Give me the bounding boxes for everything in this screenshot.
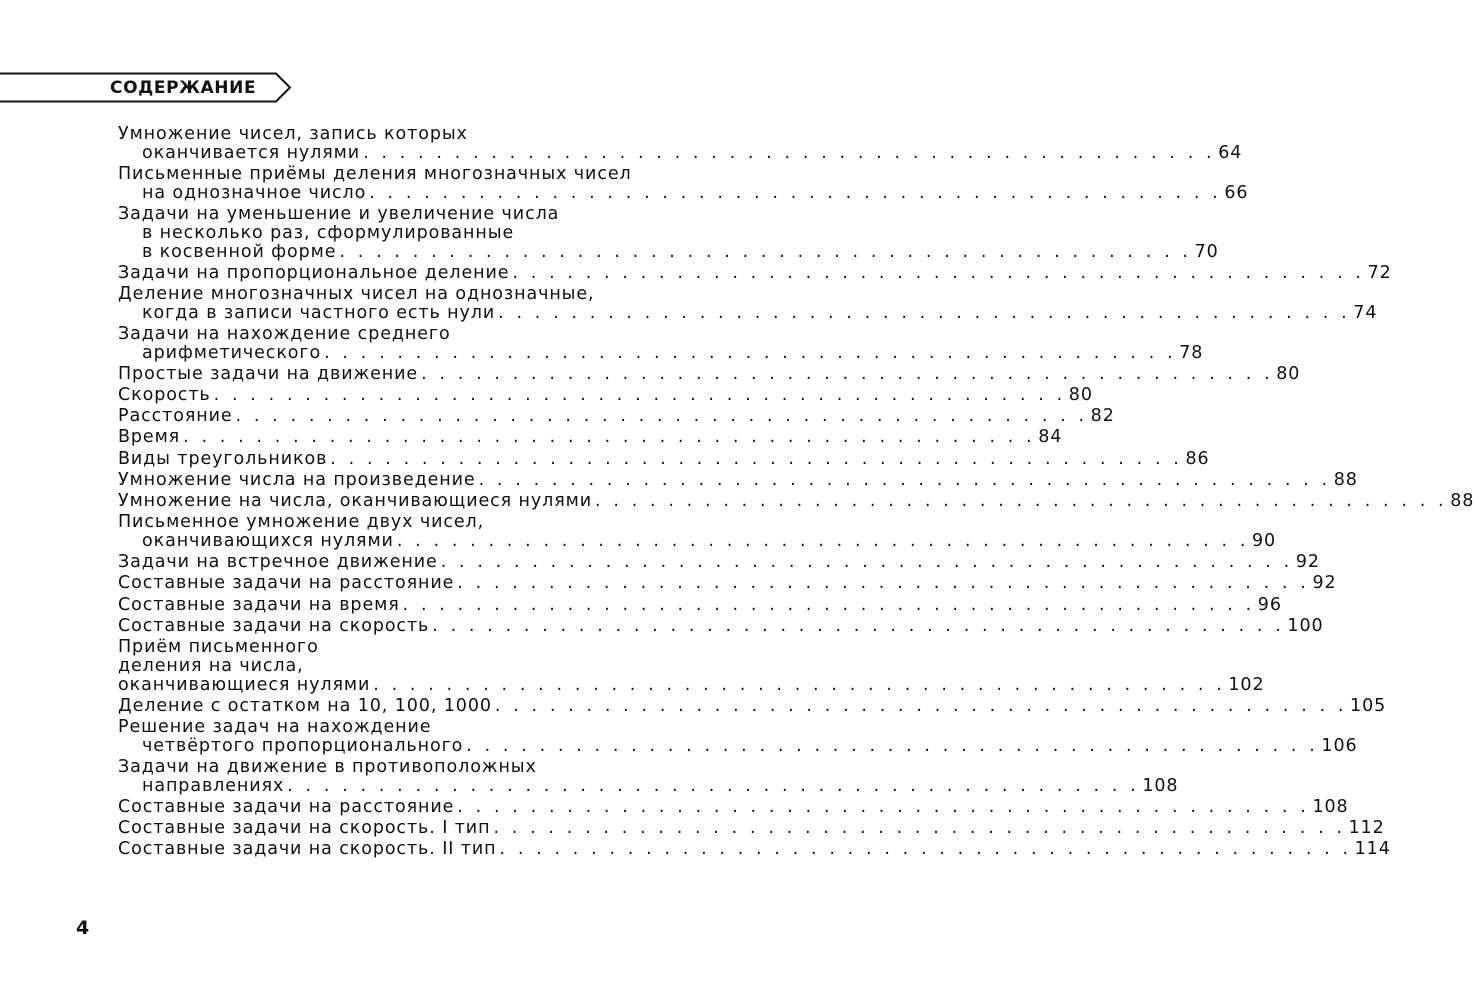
toc-entry — [118, 756, 1179, 796]
toc-page-number: 64 — [1218, 142, 1243, 163]
toc-entry-title: Составные задачи на скорость. I тип — [118, 818, 491, 839]
toc-entry-title: Умножение числа на произведение — [118, 469, 476, 490]
toc-entry-line — [118, 182, 1249, 203]
toc-entry-title: в несколько раз, сформулированные — [142, 222, 515, 243]
toc-entry — [118, 573, 1337, 594]
toc-entry-line — [118, 818, 1385, 839]
toc-entry — [118, 323, 1204, 363]
toc-entry-line — [118, 142, 1243, 163]
toc-entry-line — [118, 125, 712, 144]
toc-entry-line — [118, 775, 1179, 796]
toc-entry-line — [118, 657, 712, 676]
toc-entry — [118, 448, 1210, 469]
toc-leader-dots: . . . . . . . . . . . . . . . . . . . . . . . . . . . . . . . . . . . . . . . . . . . . . . . — [421, 363, 1274, 384]
toc-entry-line — [118, 695, 1387, 716]
toc-entry-title: Составные задачи на расстояние — [118, 573, 455, 594]
toc-entry-title: Задачи на встречное движение — [118, 552, 438, 573]
toc-entry-title: Задачи на нахождение среднего — [118, 323, 451, 344]
toc-page-number: 92 — [1312, 573, 1337, 594]
toc-entry-line — [118, 406, 1115, 427]
toc-entry-title: Скорость — [118, 385, 211, 406]
toc-entry-title: Время — [118, 427, 181, 448]
toc-entry-title: Умножение чисел, запись которых — [118, 124, 468, 144]
toc-entry-line — [118, 241, 1219, 262]
toc-entry-title: Составные задачи на время — [118, 594, 400, 615]
toc-entry-line — [118, 205, 712, 224]
toc-entry — [118, 363, 1301, 384]
section-title: СОДЕРЖАНИЕ — [110, 78, 257, 98]
toc-entry-line — [118, 427, 1063, 448]
toc-page-number: 92 — [1295, 552, 1320, 573]
toc-entry-title: Расстояние — [118, 406, 233, 427]
toc-entry-line — [118, 385, 1093, 406]
toc-page-number: 108 — [1312, 796, 1349, 817]
toc-entry-title: Письменное умножение двух чисел, — [118, 512, 485, 533]
toc-entry-title: Приём письменного — [118, 636, 319, 657]
toc-page-number: 96 — [1257, 594, 1282, 615]
toc-entry-title: оканчивающиеся нулями — [118, 674, 371, 695]
toc-entry-line — [118, 448, 1210, 469]
toc-leader-dots: . . . . . . . . . . . . . . . . . . . . . . . . . . . . . . . . . . . . . . . . . . . . . . . — [512, 262, 1365, 283]
toc-leader-dots: . . . . . . . . . . . . . . . . . . . . . . . . . . . . . . . . . . . . . . . . . . . . . . . — [457, 796, 1310, 817]
toc-entry-title: четвёртого пропорционального — [142, 735, 464, 756]
toc-entry — [118, 406, 1115, 427]
toc-entry-line — [118, 615, 1324, 636]
toc-entry-line — [118, 302, 1378, 323]
toc-leader-dots: . . . . . . . . . . . . . . . . . . . . . . . . . . . . . . . . . . . . . . . . . . . . . . . — [330, 448, 1183, 469]
toc-entry — [118, 552, 1320, 573]
toc-page-number: 102 — [1228, 674, 1265, 695]
toc-entry-title: Деление с остатком на 10, 100, 1000 — [118, 695, 492, 716]
toc-entry — [118, 839, 1391, 860]
toc-entry-line — [118, 513, 712, 532]
toc-entry-title: в косвенной форме — [142, 241, 337, 262]
toc-leader-dots: . . . . . . . . . . . . . . . . . . . . . . . . . . . . . . . . . . . . . . . . . . . . . . . — [432, 615, 1285, 636]
toc-entry-title: Деление многозначных чисел на однозначные, — [118, 283, 595, 304]
toc-page-number: 100 — [1287, 615, 1324, 636]
toc-leader-dots: . . . . . . . . . . . . . . . . . . . . . . . . . . . . . . . . . . . . . . . . . . . . . . . — [369, 182, 1222, 203]
toc-entry-title: Составные задачи на скорость. II тип — [118, 839, 497, 860]
toc-entry-title: когда в записи частного есть нули — [142, 302, 496, 323]
toc-entry-title: Виды треугольников — [118, 448, 328, 469]
toc-entry-title: на однозначное число — [142, 182, 367, 203]
toc-entry-title: Задачи на уменьшение и увеличение числа — [118, 203, 560, 224]
toc-page-number: 78 — [1179, 342, 1204, 363]
toc-entry — [118, 796, 1349, 817]
toc-entry — [118, 385, 1093, 406]
toc-leader-dots: . . . . . . . . . . . . . . . . . . . . . . . . . . . . . . . . . . . . . . . . . . . . . . . — [440, 552, 1293, 573]
toc-entry-title: оканчивающихся нулями — [142, 531, 394, 552]
toc-page-number: 106 — [1321, 735, 1358, 756]
toc-leader-dots: . . . . . . . . . . . . . . . . . . . . . . . . . . . . . . . . . . . . . . . . . . . . . . . — [339, 241, 1192, 262]
toc-entry — [118, 818, 1385, 839]
toc-entry — [118, 427, 1063, 448]
toc-page-number: 72 — [1367, 262, 1392, 283]
toc-entry-line — [118, 839, 1391, 860]
toc-page-number: 70 — [1194, 241, 1219, 262]
toc-page-number: 114 — [1354, 839, 1391, 860]
toc-leader-dots: . . . . . . . . . . . . . . . . . . . . . . . . . . . . . . . . . . . . . . . . . . . . . . . — [213, 385, 1066, 406]
toc-entry-line — [118, 594, 1282, 615]
toc-entry-title: Задачи на пропорциональное деление — [118, 262, 510, 283]
toc-entry-title: Умножение на числа, оканчивающиеся нулями — [118, 491, 593, 512]
toc-entry-title: Письменные приёмы деления многозначных чисел — [118, 163, 632, 184]
toc-entry-line — [118, 552, 1320, 573]
toc-page-number: 88 — [1450, 491, 1474, 512]
toc-entry — [118, 163, 1249, 203]
toc-entry-title: направлениях — [142, 775, 285, 796]
toc-page-number: 86 — [1185, 448, 1210, 469]
toc-entry-line — [118, 638, 712, 657]
toc-entry-line — [118, 285, 712, 304]
toc-entry — [118, 716, 1358, 756]
toc-leader-dots: . . . . . . . . . . . . . . . . . . . . . . . . . . . . . . . . . . . . . . . . . . . . . . . — [493, 818, 1346, 839]
toc-entry-line — [118, 531, 1277, 552]
toc-entry-title: деления на числа, — [118, 655, 304, 676]
toc-leader-dots: . . . . . . . . . . . . . . . . . . . . . . . . . . . . . . . . . . . . . . . . . . . . . . . — [373, 674, 1226, 695]
toc-leader-dots: . . . . . . . . . . . . . . . . . . . . . . . . . . . . . . . . . . . . . . . . . . . . . . . — [183, 427, 1036, 448]
toc-entry-line — [118, 325, 712, 344]
toc-entry-line — [118, 262, 1392, 283]
toc-leader-dots: . . . . . . . . . . . . . . . . . . . . . . . . . . . . . . . . . . . . . . . . . . . . . . . — [478, 469, 1331, 490]
toc-page-number: 90 — [1251, 531, 1277, 552]
toc-leader-dots: . . . . . . . . . . . . . . . . . . . . . . . . . . . . . . . . . . . . . . . . . . . . . . . — [494, 695, 1348, 716]
toc-leader-dots: . . . . . . . . . . . . . . . . . . . . . . . . . . . . . . . . . . . . . . . . . . . . . . . — [287, 775, 1140, 796]
toc-page-number: 112 — [1348, 818, 1385, 839]
toc-page-number: 74 — [1353, 302, 1378, 323]
toc-entry — [118, 695, 1387, 716]
toc-entry-line — [118, 165, 712, 184]
toc-leader-dots: . . . . . . . . . . . . . . . . . . . . . . . . . . . . . . . . . . . . . . . . . . . . . . . — [324, 342, 1177, 363]
toc-entry-line — [118, 573, 1337, 594]
page-number: 4 — [76, 917, 90, 939]
toc-leader-dots: . . . . . . . . . . . . . . . . . . . . . . . . . . . . . . . . . . . . . . . . . . . . . . . — [402, 594, 1255, 615]
toc-leader-dots: . . . . . . . . . . . . . . . . . . . . . . . . . . . . . . . . . . . . . . . . . . . . . . . — [499, 839, 1352, 860]
toc-entry-line — [118, 363, 1301, 384]
toc-leader-dots: . . . . . . . . . . . . . . . . . . . . . . . . . . . . . . . . . . . . . . . . . . . . . . . — [396, 531, 1249, 552]
toc-entry-title: Составные задачи на расстояние — [118, 796, 455, 817]
toc-page-number: 108 — [1142, 775, 1179, 796]
toc-entry-line — [118, 491, 1474, 512]
toc-entry — [118, 469, 1358, 490]
toc-entry-title: Задачи на движение в противоположных — [118, 756, 537, 777]
toc-page-number: 82 — [1090, 406, 1115, 427]
toc-leader-dots: . . . . . . . . . . . . . . . . . . . . . . . . . . . . . . . . . . . . . . . . . . . . . . . — [235, 406, 1088, 427]
toc-entry — [118, 203, 1219, 262]
toc-page-number: 80 — [1068, 385, 1093, 406]
toc-entry-title: Простые задачи на движение — [118, 363, 419, 384]
toc-leader-dots: . . . . . . . . . . . . . . . . . . . . . . . . . . . . . . . . . . . . . . . . . . . . . . . — [595, 491, 1448, 512]
toc-entry — [118, 512, 1277, 552]
toc-leader-dots: . . . . . . . . . . . . . . . . . . . . . . . . . . . . . . . . . . . . . . . . . . . . . . . — [466, 735, 1319, 756]
toc-entry-line — [118, 469, 1358, 490]
toc-entry — [118, 124, 1243, 163]
toc-page-number: 80 — [1276, 363, 1301, 384]
toc-entry-line — [118, 342, 1204, 363]
toc-entry-line — [118, 718, 712, 737]
toc-entry — [118, 615, 1324, 636]
toc-entry-line — [118, 796, 1349, 817]
toc-entry-title: Составные задачи на скорость — [118, 615, 430, 636]
toc-entry — [118, 283, 1378, 323]
toc-page-number: 105 — [1350, 695, 1387, 716]
toc-entry — [118, 491, 1474, 512]
toc-entry-title: оканчивается нулями — [142, 142, 361, 163]
toc-leader-dots: . . . . . . . . . . . . . . . . . . . . . . . . . . . . . . . . . . . . . . . . . . . . . . . — [457, 573, 1310, 594]
toc-leader-dots: . . . . . . . . . . . . . . . . . . . . . . . . . . . . . . . . . . . . . . . . . . . . . . . — [498, 302, 1351, 323]
toc-entry-line — [118, 735, 1358, 756]
table-of-contents — [118, 124, 1474, 861]
toc-page-number: 84 — [1038, 427, 1063, 448]
toc-entry-line — [118, 758, 712, 777]
toc-entry-line — [118, 674, 1265, 695]
toc-entry-title: Решение задач на нахождение — [118, 716, 432, 737]
section-header-tab — [0, 72, 300, 103]
toc-entry-line — [118, 224, 712, 243]
toc-page-number: 88 — [1333, 469, 1358, 490]
toc-entry — [118, 636, 1265, 695]
toc-entry-title: арифметического — [142, 342, 322, 363]
toc-entry — [118, 262, 1392, 283]
toc-entry — [118, 594, 1282, 615]
toc-leader-dots: . . . . . . . . . . . . . . . . . . . . . . . . . . . . . . . . . . . . . . . . . . . . . . . — [363, 142, 1216, 163]
toc-page-number: 66 — [1224, 182, 1249, 203]
